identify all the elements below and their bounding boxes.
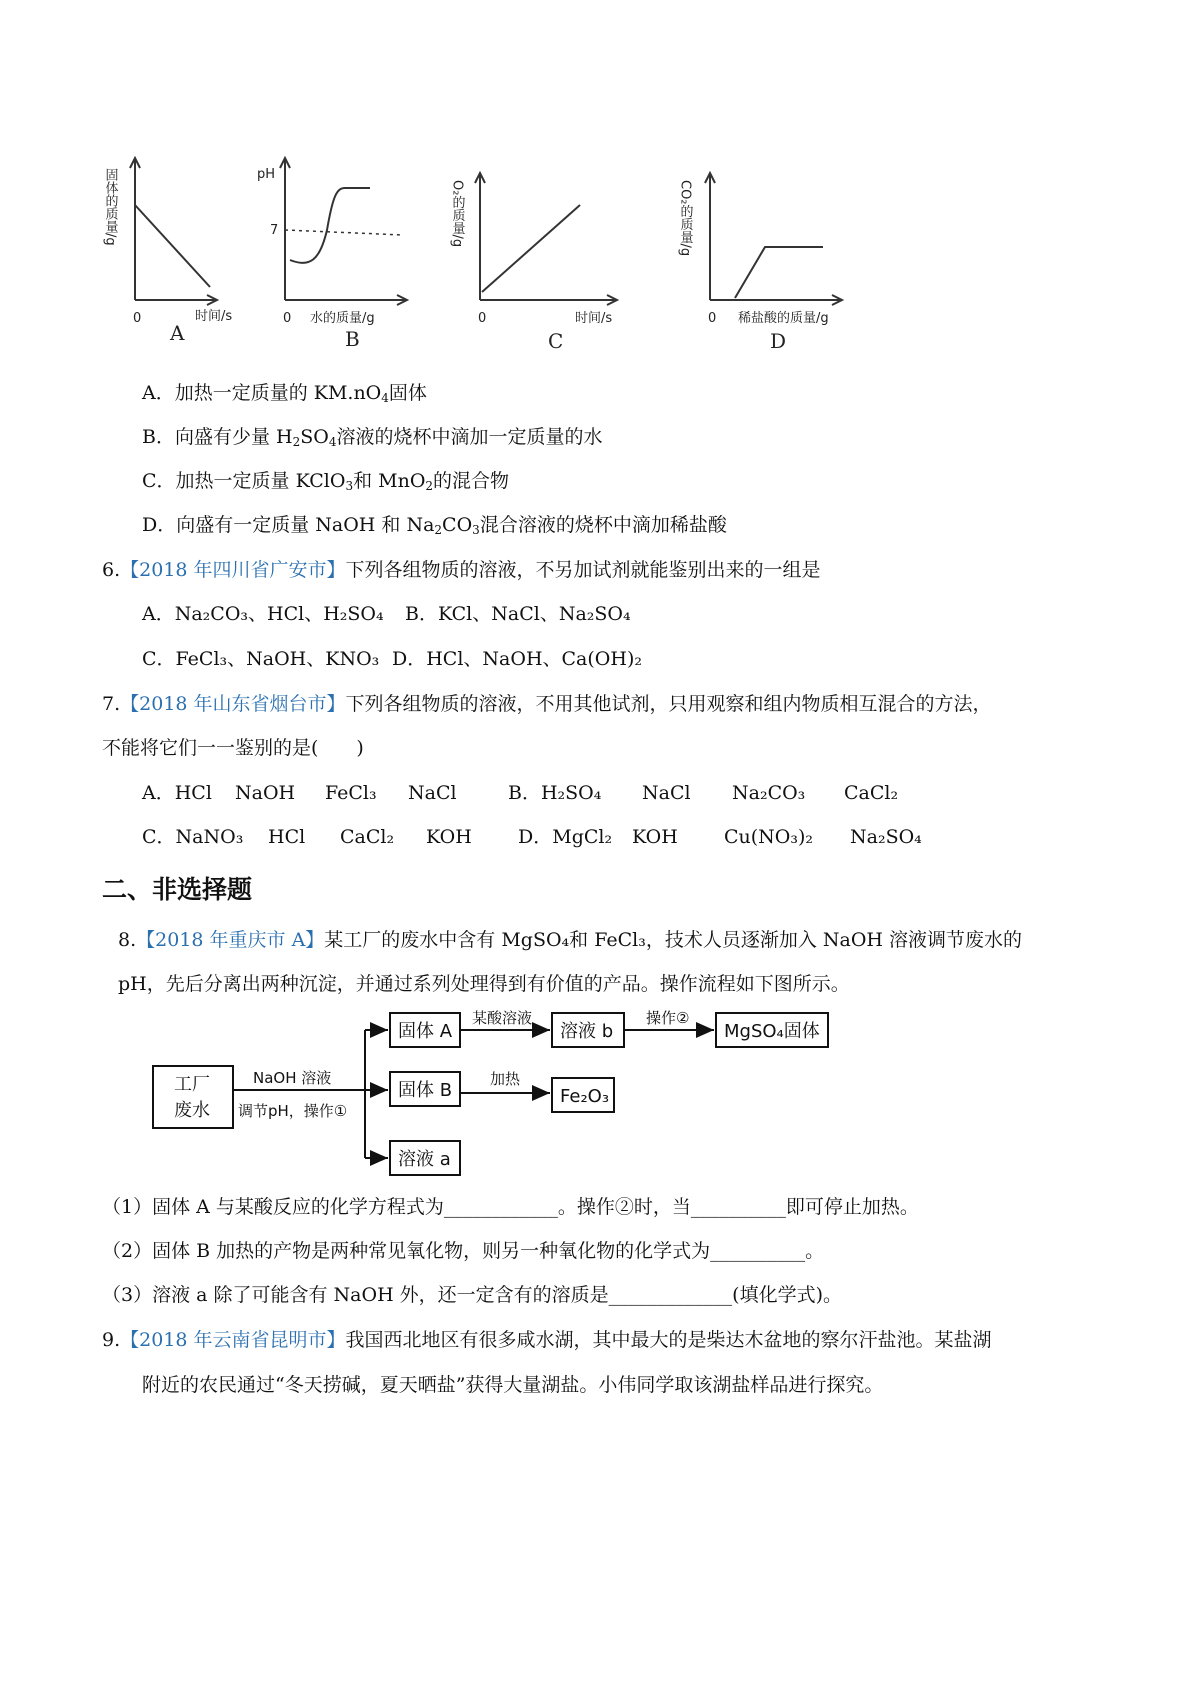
chart-b-xlabel: 水的质量/g: [310, 311, 375, 326]
q7-source: 【2018 年山东省烟台市】: [120, 693, 346, 715]
chart-c-line: [482, 205, 580, 292]
q5-option-b: B．向盛有少量 $H_2SO_4$溶液的烧杯中滴加一定质量的水: [142, 426, 603, 449]
flow-solid-a-label: 固体 A: [398, 1021, 453, 1042]
q9-text: 我国西北地区有很多咸水湖，其中最大的是柴达木盆地的察尔汗盐池。某盐湖: [345, 1329, 992, 1351]
q7-option-d-4: Na₂SO₄: [850, 826, 922, 848]
q7-stem: [102, 693, 992, 716]
q5-charts: [102, 140, 885, 355]
q7-option-b-2: NaCl: [642, 782, 691, 804]
q9-stem-line2: 附近的农民通过“冬天捞碱，夏天晒盐”获得大量湖盐。小伟同学取该湖盐样品进行探究。: [142, 1374, 884, 1396]
flow-solution-b-label: 溶液 b: [560, 1021, 614, 1042]
q6-option-b: B．KCl、NaCl、Na₂SO₄: [405, 603, 631, 625]
chart-a-ylabel: 固体的质量/g: [102, 168, 118, 246]
q5-option-d: D．向盛有一定质量 NaOH 和 $Na_2CO_3$混合溶液的烧杯中滴加稀盐酸: [142, 514, 727, 537]
q6-text: 下列各组物质的溶液，不另加试剂就能鉴别出来的一组是: [345, 559, 821, 581]
flow-op2-label: 操作②: [646, 1009, 690, 1027]
chart-d-line: [735, 247, 823, 298]
flow-acid-label: 某酸溶液: [472, 1009, 533, 1027]
q6-option-a: A．Na₂CO₃、HCl、H₂SO₄: [142, 603, 384, 625]
q7-option-a-4: NaCl: [408, 782, 457, 804]
q7-option-c-3: CaCl₂: [340, 826, 395, 848]
q7-option-c-1: C．NaNO₃: [142, 826, 244, 848]
flow-fe2o3-label: Fe₂O₃: [560, 1086, 610, 1107]
chart-d-letter: D: [770, 329, 787, 353]
flow-arrow-reagent: NaOH 溶液: [253, 1069, 332, 1087]
q7-option-a-3: FeCl₃: [325, 782, 377, 804]
q7-option-c-4: KOH: [426, 826, 472, 848]
flow-mgso4-label: MgSO₄固体: [724, 1021, 820, 1042]
q7-option-a-2: NaOH: [235, 782, 296, 804]
q7-text: 下列各组物质的溶液，不用其他试剂，只用观察和组内物质相互混合的方法，: [345, 693, 992, 715]
flow-solid-b-label: 固体 B: [398, 1080, 453, 1101]
chart-c-xlabel: 时间/s: [575, 311, 613, 326]
q7-option-b-4: CaCl₂: [844, 782, 899, 804]
q8-subq-2: （2）固体 B 加热的产物是两种常见氧化物，则另一种氧化物的化学式为__________。: [102, 1240, 825, 1262]
chart-b-ylabel: pH: [257, 167, 276, 182]
section-heading: 二、非选择题: [102, 875, 253, 904]
q9-number: 9.: [102, 1329, 121, 1351]
q7-number: 7.: [102, 693, 121, 715]
chart-d-origin: 0: [708, 311, 717, 326]
q6-number: 6.: [102, 559, 121, 581]
chart-b-origin: 0: [283, 311, 292, 326]
chart-b-ref-label: 7: [270, 223, 279, 238]
q7-option-a-1: A．HCl: [142, 782, 212, 804]
chart-c-letter: C: [548, 329, 564, 353]
flow-wastewater-line1: 工厂: [174, 1074, 210, 1095]
q7-option-c-2: HCl: [268, 826, 306, 848]
q8-text: 某工厂的废水中含有 MgSO₄和 FeCl₃，技术人员逐渐加入 NaOH 溶液调节废水的: [324, 929, 1023, 951]
chart-d-xlabel: 稀盐酸的质量/g: [738, 311, 829, 326]
q8-subq-1: （1）固体 A 与某酸反应的化学方程式为____________。操作②时，当__________即可停止加热。: [102, 1196, 919, 1218]
q8-source: 【2018 年重庆市 A】: [136, 929, 325, 951]
chart-c-ylabel: O₂的质量/g: [449, 180, 465, 248]
q6-option-d: D．HCl、NaOH、Ca(OH)₂: [392, 648, 642, 670]
chart-a-line: [135, 205, 210, 287]
flow-arrow-operation1: 调节pH，操作①: [238, 1102, 348, 1120]
q7-option-d-1: D．MgCl₂: [518, 826, 613, 848]
q9-source: 【2018 年云南省昆明市】: [120, 1329, 346, 1351]
flow-heat-label: 加热: [490, 1070, 521, 1088]
q6-source: 【2018 年四川省广安市】: [120, 559, 346, 581]
chart-a-xlabel: 时间/s: [195, 309, 233, 324]
flow-solution-a-label: 溶液 a: [398, 1149, 451, 1170]
q9-stem: [102, 1329, 992, 1352]
q8-subq-3: （3）溶液 a 除了可能含有 NaOH 外，还一定含有的溶质是_____________(填化学式)。: [102, 1284, 842, 1306]
q6-stem: [102, 559, 821, 582]
q8-flow-diagram: [150, 1008, 850, 1183]
q7-option-d-3: Cu(NO₃)₂: [724, 826, 814, 848]
flow-wastewater-line2: 废水: [174, 1100, 210, 1121]
chart-b-letter: B: [345, 327, 360, 351]
q7-stem-line2: 不能将它们一一鉴别的是( ): [102, 737, 364, 759]
chart-c-origin: 0: [478, 311, 487, 326]
q8-number: 8.: [118, 929, 137, 951]
chart-b-curve: [290, 188, 370, 263]
q5-option-a: A．加热一定质量的 $KM.nO_4$固体: [142, 382, 427, 405]
chart-a-letter: A: [170, 321, 185, 345]
q7-option-b-3: Na₂CO₃: [732, 782, 806, 804]
q8-stem-line2: pH，先后分离出两种沉淀，并通过系列处理得到有价值的产品。操作流程如下图所示。: [118, 973, 850, 995]
q8-stem: [118, 929, 1022, 952]
q7-option-b-1: B．H₂SO₄: [508, 782, 602, 804]
chart-b-ref: [285, 230, 403, 235]
q5-option-c: C．加热一定质量 KClO$_3$和 MnO$_2$的混合物: [142, 470, 510, 493]
chart-a-origin: 0: [133, 311, 142, 326]
q6-option-c: C．FeCl₃、NaOH、KNO₃: [142, 648, 380, 670]
q7-option-d-2: KOH: [632, 826, 678, 848]
chart-d-ylabel: CO₂的质量/g: [677, 180, 693, 257]
